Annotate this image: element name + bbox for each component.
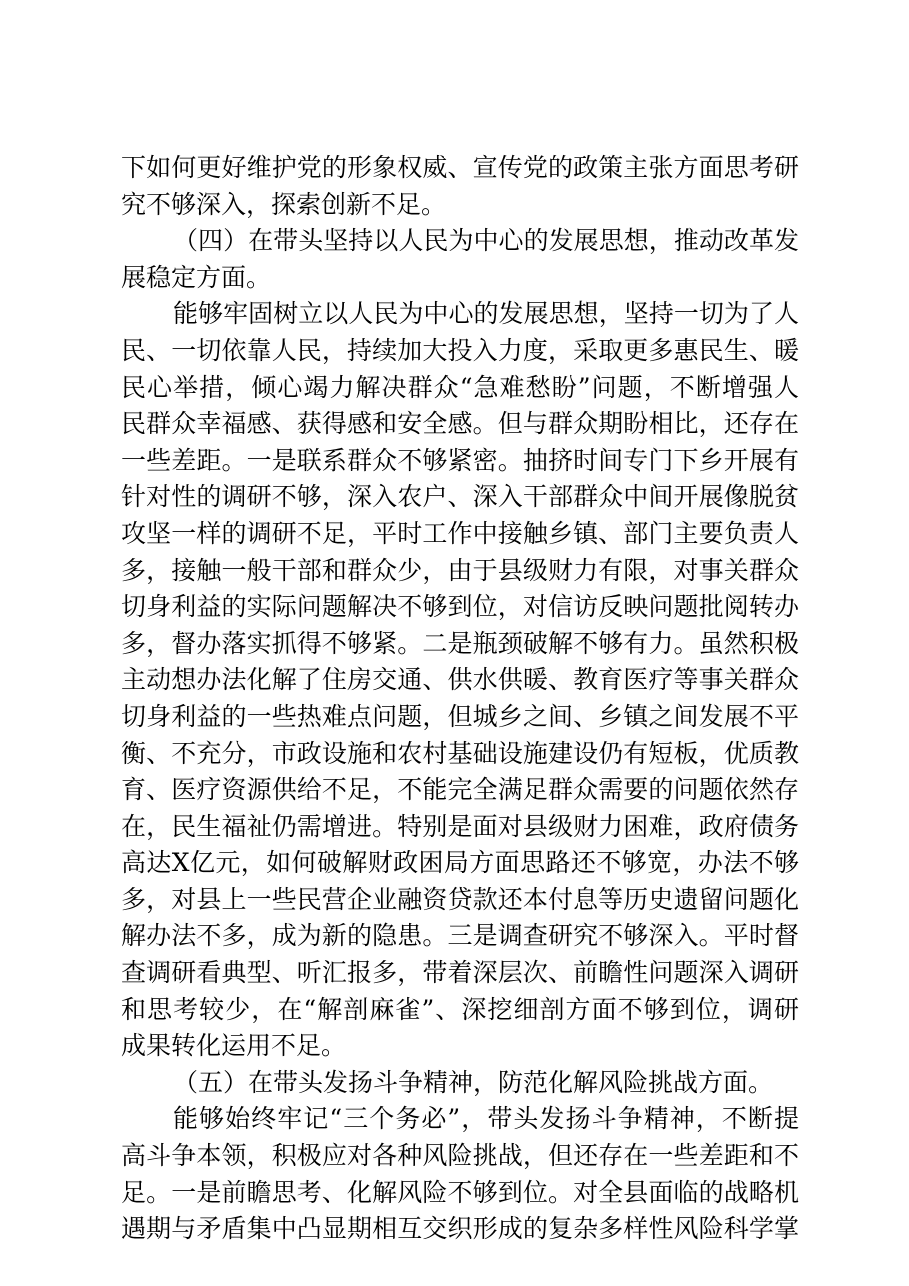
text-line: 遇期与矛盾集中凸显期相互交织形成的复杂多样性风险科学掌 xyxy=(121,1214,799,1244)
text-line: 主动想办法化解了住房交通、供水供暖、教育医疗等事关群众 xyxy=(121,665,799,695)
text-line: 针对性的调研不够，深入农户、深入干部群众中间开展像脱贫 xyxy=(121,482,799,512)
text-line: 民心举措，倾心竭力解决群众“急难愁盼”问题，不断增强人 xyxy=(121,372,799,402)
text-line: 衡、不充分，市政设施和农村基础设施建设仍有短板，优质教 xyxy=(121,738,799,768)
text-line: 在，民生福祉仍需增进。特别是面对县级财力困难，政府债务 xyxy=(121,811,799,841)
text-line: 究不够深入，探索创新不足。 xyxy=(121,189,447,219)
text-line: 成果转化运用不足。 xyxy=(121,1031,347,1061)
text-line: 足。一是前瞻思考、化解风险不够到位。对全县面临的战略机 xyxy=(121,1177,799,1207)
text-line: 展稳定方面。 xyxy=(121,262,272,292)
text-line: （五）在带头发扬斗争精神，防范化解风险挑战方面。 xyxy=(173,1067,774,1097)
text-line: 一些差距。一是联系群众不够紧密。抽挤时间专门下乡开展有 xyxy=(121,445,799,475)
text-line: 切身利益的实际问题解决不够到位，对信访反映问题批阅转办 xyxy=(121,592,799,622)
document-body xyxy=(121,150,799,1248)
text-line: 查调研看典型、听汇报多，带着深层次、前瞻性问题深入调研 xyxy=(121,958,799,988)
text-line: 民群众幸福感、获得感和安全感。但与群众期盼相比，还存在 xyxy=(121,409,799,439)
text-line: （四）在带头坚持以人民为中心的发展思想，推动改革发 xyxy=(173,226,799,256)
text-line: 解办法不多，成为新的隐患。三是调查研究不够深入。平时督 xyxy=(121,921,799,951)
text-line: 高达X亿元，如何破解财政困局方面思路还不够宽，办法不够 xyxy=(121,848,799,878)
text-line: 能够牢固树立以人民为中心的发展思想，坚持一切为了人 xyxy=(173,299,799,329)
text-line: 切身利益的一些热难点问题，但城乡之间、乡镇之间发展不平 xyxy=(121,701,799,731)
text-line: 多，接触一般干部和群众少，由于县级财力有限，对事关群众 xyxy=(121,555,799,585)
text-line: 民、一切依靠人民，持续加大投入力度，采取更多惠民生、暖 xyxy=(121,335,799,365)
text-line: 育、医疗资源供给不足，不能完全满足群众需要的问题依然存 xyxy=(121,775,799,805)
text-line: 下如何更好维护党的形象权威、宣传党的政策主张方面思考研 xyxy=(121,153,799,182)
text-line: 能够始终牢记“三个务必”，带头发扬斗争精神，不断提 xyxy=(173,1104,799,1134)
text-line: 攻坚一样的调研不足，平时工作中接触乡镇、部门主要负责人 xyxy=(121,518,799,548)
text-line: 和思考较少，在“解剖麻雀”、深挖细剖方面不够到位，调研 xyxy=(121,994,799,1024)
text-line: 高斗争本领，积极应对各种风险挑战，但还存在一些差距和不 xyxy=(121,1141,799,1171)
text-line: 多，对县上一些民营企业融资贷款还本付息等历史遗留问题化 xyxy=(121,884,799,914)
text-line: 多，督办落实抓得不够紧。二是瓶颈破解不够有力。虽然积极 xyxy=(121,628,799,658)
